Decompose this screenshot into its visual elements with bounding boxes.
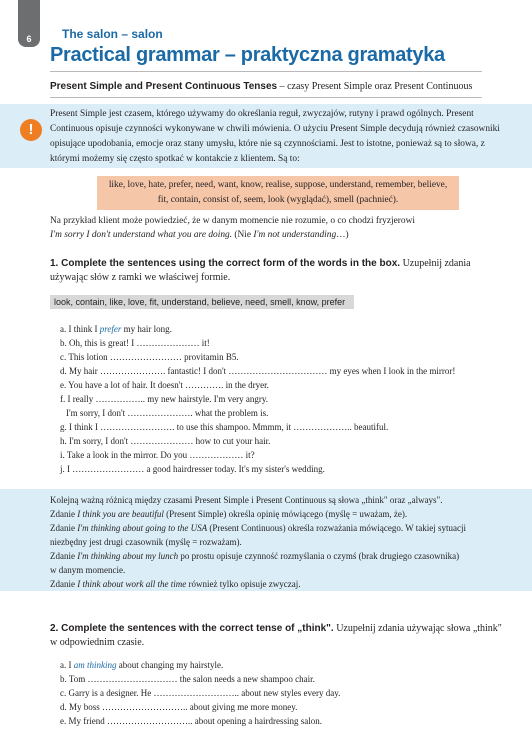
instruction-pl: Uzupełnij zdania używając słowa „think" w odpowiednim czasie. (50, 623, 502, 648)
list-item: i. Take a look in the mirror. Do you ……………… it? (60, 450, 255, 460)
list-item: g. I think I ……………………. to use this shampoo. Mmmm, it ……………….. beautiful. (60, 422, 389, 432)
intro-rest: – czasy Present Simple oraz Present Continuous (277, 81, 473, 92)
info-span: również tylko opisuje zwyczaj. (186, 579, 301, 589)
item-text: my hair long. (121, 324, 172, 334)
example-italic: I'm not understanding (253, 230, 337, 240)
example-answer: am thinking (73, 660, 117, 670)
info-italic: I think about work all the time (77, 579, 187, 589)
list-item: f. I really …………….. my new hairstyle. I'm very angry. (60, 394, 268, 404)
list-item: c. This lotion …………………… provitamin B5. (60, 352, 239, 362)
info-line: niezbędny jest drugi czasownik (myślę = rozważam). (50, 537, 242, 547)
info-span: Zdanie (50, 551, 78, 561)
example-answer: prefer (99, 324, 122, 334)
info-italic: I'm thinking about going to the USA (77, 523, 208, 533)
verbs-highlight (97, 176, 459, 210)
list-item: j. I …………………… a good hairdresser today. It's my sister's wedding. (60, 464, 325, 474)
verbs-line: like, love, hate, prefer, need, want, know, realise, suppose, understand, remember, believe, (108, 180, 448, 190)
section-subtitle: The salon – salon (62, 27, 163, 41)
list-item: d. My boss ……………………….. about giving me more money. (60, 702, 298, 712)
item-text: a. I (60, 660, 74, 670)
info-line (50, 507, 520, 521)
example-italic: I'm sorry I don't understand what you are doing. (50, 230, 233, 240)
info-span: Zdanie (50, 509, 78, 519)
info-line: Kolejną ważną różnicą między czasami Present Simple i Present Continuous są słowa „think" oraz „always". (50, 495, 443, 505)
example-span: (Nie (232, 230, 254, 240)
info-text (50, 493, 520, 591)
divider (50, 97, 482, 98)
list-item: b. Oh, this is great! I ………………… it! (60, 338, 210, 348)
example-span: …) (336, 230, 349, 240)
divider (50, 71, 482, 72)
info-span: (Present Continuous) określa rozważania mówiącego. W takiej sytuacji (207, 523, 467, 533)
word-box: look, contain, like, love, fit, understand, believe, need, smell, know, prefer (50, 295, 354, 309)
example-line (50, 228, 520, 242)
example-line: Na przykład klient może powiedzieć, że w danym momencie nie rozumie, o co chodzi fryzjerowi (50, 216, 415, 226)
info-span: Zdanie (50, 579, 78, 589)
list-item: I'm sorry, I don't …………………. what the problem is. (66, 408, 269, 418)
list-item: e. You have a lot of hair. It doesn't …………. in the dryer. (60, 380, 269, 390)
instruction-bold: 2. Complete the sentences with the correct tense of „think". (50, 623, 334, 634)
list-item: e. My friend ……………………….. about opening a hairdressing salon. (60, 716, 322, 726)
info-span: (Present Simple) określa opinię mówiącego (myślę = uważam, że). (163, 509, 408, 519)
list-item: b. Tom ………………………… the salon needs a new shampoo chair. (60, 674, 315, 684)
list-item: c. Garry is a designer. He ……………………….. about new styles every day. (60, 688, 341, 698)
info-span: Zdanie (50, 523, 78, 533)
intro-bold: Present Simple and Present Continuous Tenses (50, 81, 278, 92)
exercise-2-instruction (50, 622, 510, 650)
list-item (60, 658, 223, 672)
list-item: d. My hair …………………. fantastic! I don't …………………………… my eyes when I look in the mirror! (60, 366, 456, 376)
info-line: w danym momencie. (50, 565, 126, 575)
info-line (50, 549, 520, 563)
instruction-bold: 1. Complete the sentences using the correct form of the words in the box. (50, 258, 401, 269)
intro-line (50, 81, 472, 92)
list-item (60, 322, 172, 336)
info-line (50, 521, 520, 535)
instruction-pl: Uzupełnij zdania używając słów z ramki we właściwej formie. (50, 258, 471, 283)
example-text (50, 214, 520, 242)
verbs-line: fit, contain, consist of, seem, look (wyglądać), smell (pachnieć). (157, 195, 399, 205)
exercise-1-instruction (50, 257, 510, 285)
list-item: h. I'm sorry, I don't ………………… how to cut your hair. (60, 436, 271, 446)
info-line (50, 577, 520, 591)
warning-icon: ! (20, 119, 42, 141)
info-italic: I think you are beautiful (77, 509, 164, 519)
page-title: Practical grammar – praktyczna gramatyka (50, 44, 445, 66)
info-text: Present Simple jest czasem, którego używamy do określania reguł, zwyczajów, rutyny i prawd ogólnych. Present Continuous opisuje czynności wykonywane w chwili mówienia. O użyciu Present Simple decydują również czasowniki opisujące upodobania, emocje oraz stany umysłu, które nie są czynnościami. Jest to istotne, ponieważ są to słowa, z którymi możemy się często spotkać w kontakcie z klientem. Są to: (50, 109, 500, 164)
info-italic: I'm thinking about my lunch (77, 551, 179, 561)
unit-number: 6 (18, 31, 40, 47)
info-span: po prostu opisuje czynność rozmyślania o czymś (brak drugiego czasownika) (178, 551, 460, 561)
item-text: a. I think I (60, 324, 100, 334)
item-text: about changing my hairstyle. (116, 660, 224, 670)
